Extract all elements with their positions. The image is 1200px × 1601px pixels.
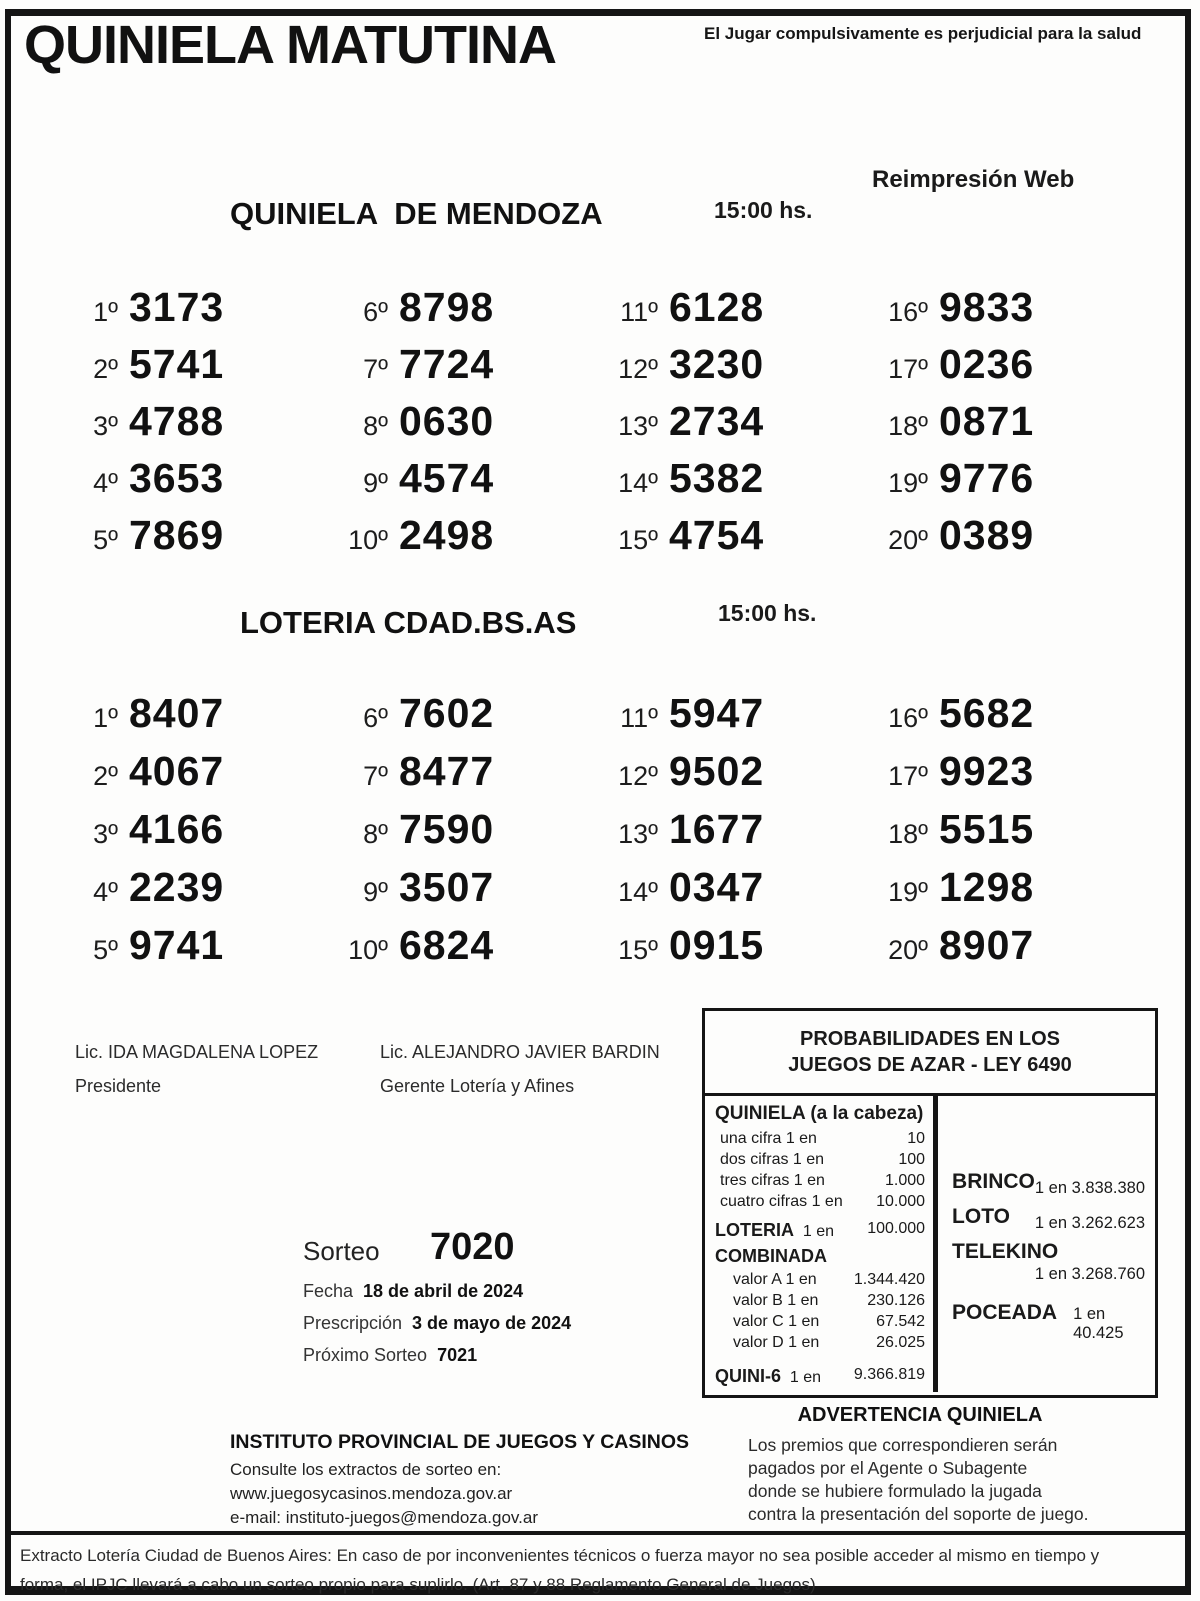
result-number: 7869 (129, 512, 225, 558)
result-number: 5682 (939, 690, 1035, 736)
result-number: 1677 (669, 806, 765, 852)
result-number: 0871 (939, 398, 1035, 444)
result-position: 8º (363, 819, 388, 849)
instituto-block (230, 1430, 689, 1530)
result-position: 7º (363, 761, 388, 791)
probability-label: valor C 1 en (733, 1313, 820, 1330)
probability-label: una cifra 1 en (720, 1130, 817, 1147)
result-position: 3º (93, 819, 118, 849)
result-position: 15º (618, 935, 658, 965)
probability-label: valor A 1 en (733, 1271, 817, 1288)
result-cell (42, 341, 312, 398)
mendoza-draw-time: 15:00 hs. (714, 197, 813, 223)
result-number: 9776 (939, 455, 1035, 501)
probability-row (715, 1332, 925, 1353)
result-position: 15º (618, 525, 658, 555)
probabilities-box (702, 1008, 1158, 1398)
result-number: 4067 (129, 748, 225, 794)
result-cell (852, 864, 1122, 922)
probability-value: 1.344.420 (853, 1271, 926, 1288)
result-cell (852, 455, 1122, 512)
bsas-results-grid (42, 690, 1152, 980)
result-position: 8º (363, 411, 388, 441)
result-number: 4788 (129, 398, 225, 444)
result-position: 4º (93, 877, 118, 907)
result-cell (42, 398, 312, 455)
advertencia-block (690, 1404, 1150, 1526)
result-cell (582, 690, 852, 748)
result-position: 3º (93, 411, 118, 441)
reprint-web-label: Reimpresión Web (872, 166, 1075, 193)
prescripcion-value: 3 de mayo de 2024 (412, 1313, 572, 1333)
probabilities-title-line1: PROBABILIDADES EN LOS (799, 1028, 1061, 1050)
mendoza-section-title: QUINIELA DE MENDOZA (230, 196, 603, 231)
result-number: 5947 (669, 690, 765, 736)
result-number: 4166 (129, 806, 225, 852)
probability-row (715, 1269, 925, 1290)
probability-value: 10 (907, 1130, 926, 1147)
game-probability-row (952, 1170, 1145, 1198)
result-number: 9923 (939, 748, 1035, 794)
proximo-sorteo-label: Próximo Sorteo (303, 1345, 428, 1365)
prescripcion-label: Prescripción (303, 1313, 403, 1333)
result-cell (582, 748, 852, 806)
result-cell (852, 748, 1122, 806)
proximo-sorteo-value: 7021 (437, 1345, 478, 1365)
result-cell (312, 398, 582, 455)
result-cell (582, 398, 852, 455)
game-name: BRINCO (952, 1170, 1035, 1193)
result-position: 18º (888, 411, 928, 441)
result-cell (852, 690, 1122, 748)
bsas-draw-time: 15:00 hs. (718, 600, 817, 626)
result-position: 16º (888, 297, 928, 327)
result-number: 8907 (939, 922, 1035, 968)
result-cell (42, 690, 312, 748)
result-cell (312, 455, 582, 512)
result-position: 17º (888, 354, 928, 384)
result-position: 20º (888, 935, 928, 965)
result-cell (852, 341, 1122, 398)
result-position: 9º (363, 877, 388, 907)
quini6-value: 9.366.819 (853, 1366, 926, 1383)
game-value: 1 en 3.262.623 (1034, 1214, 1145, 1232)
quiniela-probability-header: QUINIELA (a la cabeza) (715, 1103, 924, 1124)
result-position: 11º (620, 297, 658, 327)
result-cell (852, 512, 1122, 569)
combinada-header: COMBINADA (715, 1246, 827, 1266)
probability-value: 10.000 (876, 1193, 926, 1210)
result-cell (312, 806, 582, 864)
probabilities-body (705, 1096, 1155, 1392)
advertencia-line: pagados por el Agente o Subagente (748, 1458, 1028, 1478)
result-position: 17º (888, 761, 928, 791)
result-number: 4574 (399, 455, 495, 501)
proximo-sorteo-row (303, 1345, 477, 1366)
result-cell (312, 512, 582, 569)
probability-value: 26.025 (876, 1334, 926, 1351)
result-position: 18º (888, 819, 928, 849)
loteria-label: LOTERIA (715, 1220, 794, 1240)
result-number: 3230 (669, 341, 765, 387)
result-number: 1298 (939, 864, 1035, 910)
result-number: 2239 (129, 864, 225, 910)
result-cell (852, 398, 1122, 455)
footer-disclaimer-line2: forma, el IPJC llevará a cabo un sorteo propio para suplirlo. (Art. 87 y 88 Reglamento General de Juegos) (20, 1575, 816, 1594)
result-cell (312, 690, 582, 748)
instituto-consulte: Consulte los extractos de sorteo en: (230, 1460, 502, 1479)
result-number: 0389 (939, 512, 1035, 558)
result-cell (852, 922, 1122, 980)
mendoza-results-grid (42, 284, 1152, 569)
result-number: 5382 (669, 455, 765, 501)
result-number: 7590 (399, 806, 495, 852)
result-position: 13º (618, 411, 658, 441)
result-position: 5º (93, 935, 118, 965)
sorteo-number: 7020 (430, 1226, 515, 1268)
probability-value: 230.126 (867, 1292, 926, 1309)
result-position: 2º (93, 354, 118, 384)
instituto-email: e-mail: instituto-juegos@mendoza.gov.ar (230, 1508, 538, 1527)
game-probability-row (952, 1240, 1145, 1284)
advertencia-lines (690, 1434, 1150, 1526)
result-position: 14º (618, 877, 658, 907)
probability-value: 100 (898, 1151, 926, 1168)
probability-row (715, 1170, 925, 1191)
probabilities-right-column (938, 1096, 1155, 1392)
bsas-section-title: LOTERIA CDAD.BS.AS (240, 605, 577, 640)
result-position: 7º (363, 354, 388, 384)
probability-row (715, 1191, 925, 1212)
result-position: 14º (618, 468, 658, 498)
footer-disclaimer-line1: Extracto Lotería Ciudad de Buenos Aires: En caso de por inconvenientes técnicos o fuerza mayor no sea posible acceder al mismo en tiempo y (20, 1546, 1100, 1565)
probability-label: valor B 1 en (733, 1292, 819, 1309)
result-number: 0347 (669, 864, 765, 910)
combinada-rows (715, 1269, 925, 1353)
result-cell (582, 284, 852, 341)
result-position: 19º (888, 877, 928, 907)
result-position: 6º (363, 703, 388, 733)
game-name: TELEKINO (952, 1240, 1059, 1263)
probability-label: cuatro cifras 1 en (720, 1193, 843, 1210)
advertencia-line: Los premios que correspondieren serán (748, 1435, 1058, 1455)
result-cell (582, 864, 852, 922)
page-title: QUINIELA MATUTINA (24, 15, 556, 75)
probability-value: 1.000 (885, 1172, 926, 1189)
game-value: 1 en 3.268.760 (1034, 1265, 1145, 1283)
probability-label: tres cifras 1 en (720, 1172, 825, 1189)
signature-role: Presidente (75, 1076, 162, 1096)
result-cell (42, 455, 312, 512)
result-position: 2º (93, 761, 118, 791)
signature-president (75, 1042, 318, 1097)
result-position: 4º (93, 468, 118, 498)
result-cell (42, 922, 312, 980)
quini6-probability-row (715, 1366, 925, 1387)
result-cell (582, 922, 852, 980)
result-cell (582, 806, 852, 864)
result-number: 8798 (399, 284, 495, 330)
footer-separator-line (11, 1531, 1189, 1535)
result-cell (582, 512, 852, 569)
result-position: 11º (620, 703, 658, 733)
probability-row (715, 1290, 925, 1311)
result-cell (42, 284, 312, 341)
signature-name: Lic. IDA MAGDALENA LOPEZ (75, 1042, 319, 1062)
result-cell (42, 748, 312, 806)
advertencia-line: contra la presentación del soporte de juego. (748, 1504, 1089, 1524)
result-cell (312, 341, 582, 398)
advertencia-title: ADVERTENCIA QUINIELA (797, 1404, 1043, 1426)
result-number: 3173 (129, 284, 225, 330)
game-probability-row (952, 1301, 1145, 1343)
result-cell (852, 284, 1122, 341)
quini6-mid: 1 en (789, 1369, 822, 1386)
advertencia-line: donde se hubiere formulado la jugada (748, 1481, 1042, 1501)
result-position: 9º (363, 468, 388, 498)
result-number: 3653 (129, 455, 225, 501)
result-number: 8407 (129, 690, 225, 736)
result-position: 10º (348, 525, 388, 555)
result-position: 12º (618, 761, 658, 791)
probability-label: dos cifras 1 en (720, 1151, 825, 1168)
result-position: 19º (888, 468, 928, 498)
result-position: 16º (888, 703, 928, 733)
result-cell (42, 512, 312, 569)
game-value: 1 en 40.425 (1073, 1305, 1124, 1342)
probability-row (715, 1128, 925, 1149)
result-position: 13º (618, 819, 658, 849)
fecha-label: Fecha (303, 1281, 354, 1301)
result-number: 7602 (399, 690, 495, 736)
game-name: POCEADA (952, 1301, 1058, 1324)
result-number: 9502 (669, 748, 765, 794)
quiniela-probability-rows (715, 1128, 925, 1212)
quini6-label: QUINI-6 (715, 1366, 782, 1386)
loteria-probability-row (715, 1220, 925, 1241)
game-name: LOTO (952, 1205, 1010, 1228)
instituto-website: www.juegosycasinos.mendoza.gov.ar (230, 1484, 513, 1503)
result-number: 2734 (669, 398, 765, 444)
result-position: 1º (93, 297, 118, 327)
sorteo-label: Sorteo (303, 1236, 380, 1266)
prescripcion-row (303, 1313, 571, 1334)
result-number: 8477 (399, 748, 495, 794)
result-position: 10º (348, 935, 388, 965)
loteria-mid: 1 en (802, 1223, 835, 1240)
result-cell (42, 806, 312, 864)
result-position: 12º (618, 354, 658, 384)
signature-name: Lic. ALEJANDRO JAVIER BARDIN (380, 1042, 660, 1062)
probability-row (715, 1149, 925, 1170)
game-value: 1 en 3.838.380 (1034, 1179, 1145, 1197)
result-cell (42, 864, 312, 922)
result-cell (852, 806, 1122, 864)
result-cell (582, 455, 852, 512)
result-number: 4754 (669, 512, 765, 558)
result-position: 1º (93, 703, 118, 733)
result-number: 0915 (669, 922, 765, 968)
result-number: 2498 (399, 512, 495, 558)
health-warning: El Jugar compulsivamente es perjudicial para la salud (704, 24, 1142, 43)
result-cell (312, 922, 582, 980)
probabilities-title-line2: JUEGOS DE AZAR - LEY 6490 (788, 1054, 1072, 1076)
result-cell (312, 748, 582, 806)
result-number: 0236 (939, 341, 1035, 387)
probability-label: valor D 1 en (733, 1334, 820, 1351)
result-cell (582, 341, 852, 398)
game-probability-row (952, 1205, 1145, 1233)
result-number: 0630 (399, 398, 495, 444)
probability-value: 67.542 (876, 1313, 926, 1330)
signature-role: Gerente Lotería y Afines (380, 1076, 575, 1096)
result-number: 9833 (939, 284, 1035, 330)
probabilities-title (705, 1011, 1155, 1096)
signature-manager (380, 1042, 660, 1097)
result-number: 6824 (399, 922, 495, 968)
result-position: 6º (363, 297, 388, 327)
result-number: 6128 (669, 284, 765, 330)
result-position: 20º (888, 525, 928, 555)
result-number: 7724 (399, 341, 495, 387)
result-number: 3507 (399, 864, 495, 910)
fecha-value: 18 de abril de 2024 (363, 1281, 524, 1301)
probability-row (715, 1311, 925, 1332)
result-cell (312, 864, 582, 922)
instituto-name: INSTITUTO PROVINCIAL DE JUEGOS Y CASINOS (230, 1431, 690, 1453)
result-number: 5741 (129, 341, 225, 387)
footer-disclaimer (20, 1541, 1180, 1599)
result-number: 9741 (129, 922, 225, 968)
loteria-value: 100.000 (867, 1220, 926, 1237)
probabilities-left-column (705, 1096, 938, 1392)
result-position: 5º (93, 525, 118, 555)
result-cell (312, 284, 582, 341)
result-number: 5515 (939, 806, 1035, 852)
fecha-row (303, 1281, 523, 1302)
